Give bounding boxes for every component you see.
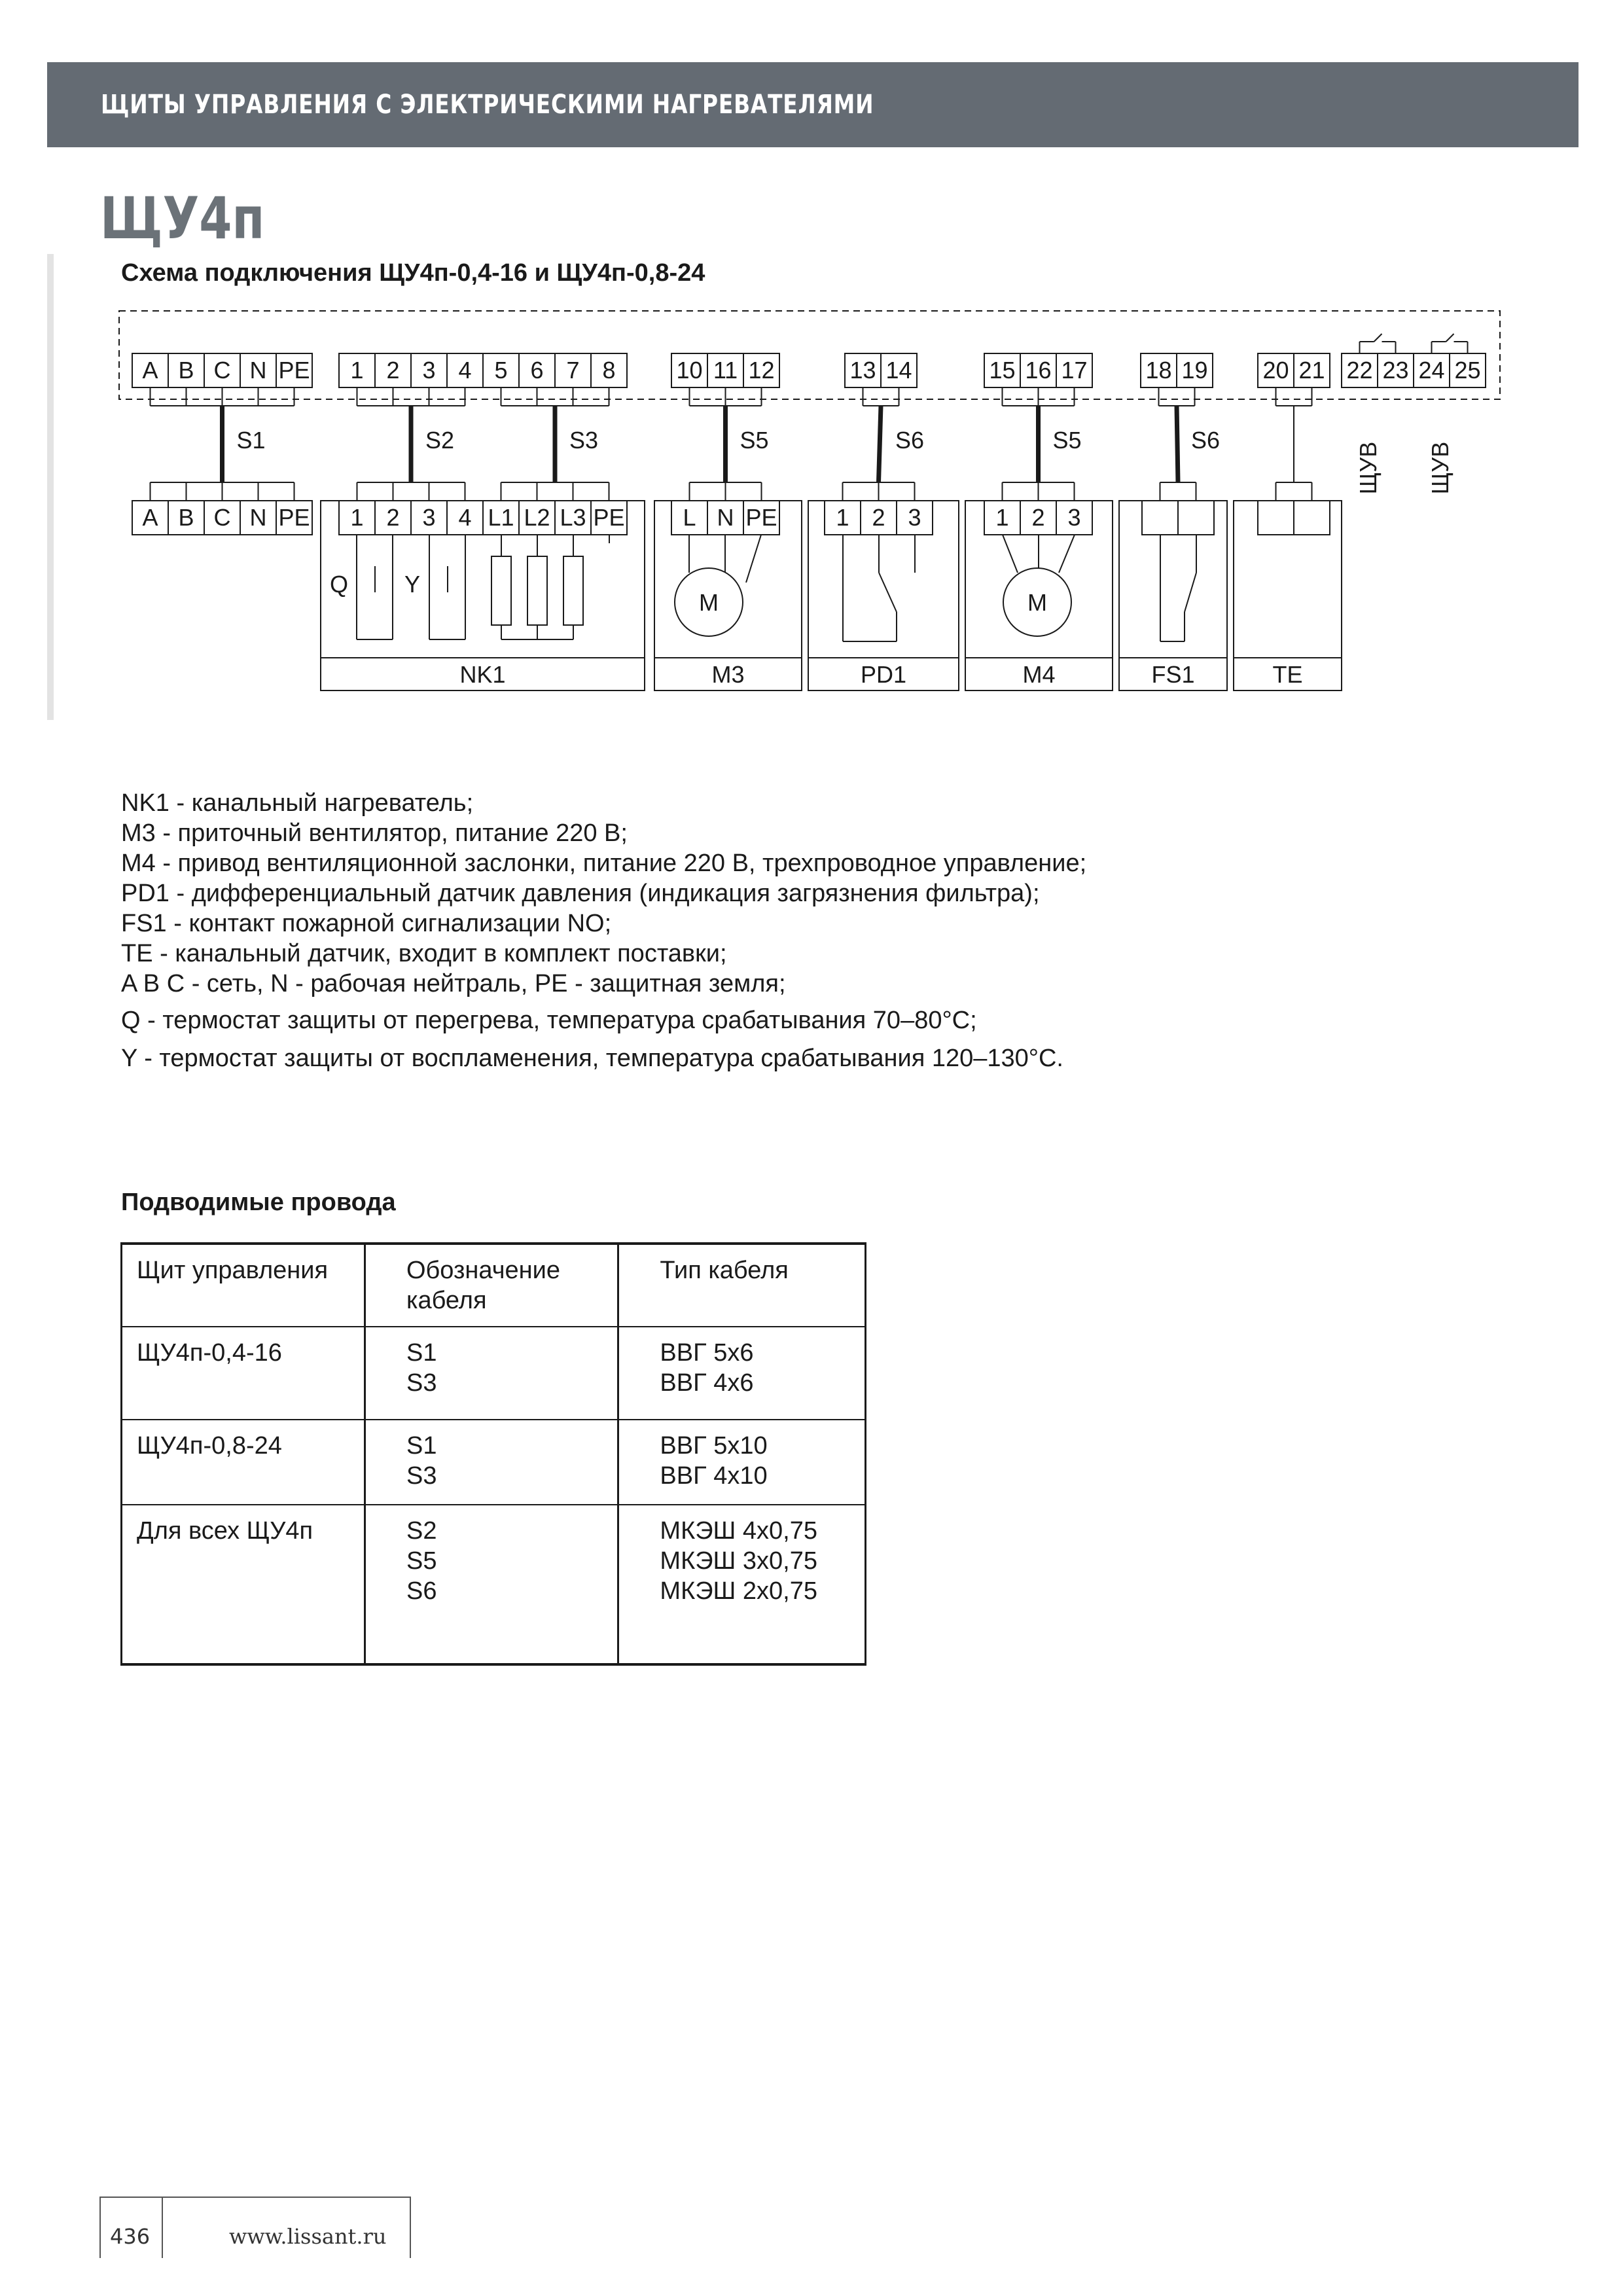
wires-title: Подводимые провода xyxy=(121,1189,396,1216)
terminal-label: 22 xyxy=(1346,357,1373,384)
legend-item: Y - термостат защиты от воспламенения, температура срабатывания 120–130°C. xyxy=(121,1045,1063,1072)
terminal-label: 1 xyxy=(836,504,849,531)
cable-code: S6 xyxy=(406,1577,437,1605)
legend xyxy=(121,788,1086,1073)
cable-type: МКЭШ 3х0,75 xyxy=(660,1547,818,1575)
device-name: TE xyxy=(1272,661,1303,688)
header-title: ЩИТЫ УПРАВЛЕНИЯ С ЭЛЕКТРИЧЕСКИМИ НАГРЕВАТЕЛЯМИ xyxy=(101,90,874,120)
cable-type: ВВГ 4х6 xyxy=(660,1369,754,1397)
terminal-label: N xyxy=(249,504,267,531)
control-panel-outline xyxy=(119,311,1500,399)
legend-item: Q - термостат защиты от перегрева, температура срабатывания 70–80°C; xyxy=(121,1007,977,1034)
type-cell xyxy=(618,1420,866,1505)
terminal-label: 1 xyxy=(995,504,1009,531)
page-number: 436 xyxy=(110,2224,151,2249)
terminal-label: L1 xyxy=(488,504,514,531)
cable-code: S2 xyxy=(406,1517,437,1545)
legend-item: M3 - приточный вентилятор, питание 220 В; xyxy=(121,819,628,847)
terminal-label: N xyxy=(717,504,734,531)
terminal-label: B xyxy=(178,357,194,384)
terminal-label: 2 xyxy=(386,504,400,531)
motor-wire xyxy=(1059,535,1075,573)
terminal-label: PE xyxy=(278,504,310,531)
terminal-label: 3 xyxy=(422,504,436,531)
terminal-label: 7 xyxy=(566,357,580,384)
terminal-label: PE xyxy=(593,504,625,531)
terminal-label: 13 xyxy=(849,357,876,384)
terminal-label: B xyxy=(178,504,194,531)
terminal-label: 20 xyxy=(1262,357,1289,384)
heating-element xyxy=(491,556,511,625)
header-banner xyxy=(47,62,1578,147)
terminal-label: 24 xyxy=(1418,357,1445,384)
motor-label: M xyxy=(1027,589,1047,616)
terminal-label: 4 xyxy=(458,357,472,384)
cable-type: ВВГ 4х10 xyxy=(660,1462,768,1490)
panel-cell: ЩУ4п-0,8-24 xyxy=(122,1420,365,1505)
thermostat-label: Y xyxy=(404,571,421,598)
model-title: ЩУ4п xyxy=(100,185,265,252)
type-cell xyxy=(618,1327,866,1420)
legend-item: A B C - сеть, N - рабочая нейтраль, PE - защитная земля; xyxy=(121,970,786,997)
terminal-label: A xyxy=(142,504,158,531)
cable-type: ВВГ 5х10 xyxy=(660,1432,768,1460)
side-rule xyxy=(47,254,54,720)
device-name: PD1 xyxy=(860,661,907,688)
cable-label: S3 xyxy=(569,427,599,454)
cable-code: S3 xyxy=(406,1462,437,1490)
cable-code: S3 xyxy=(406,1369,437,1397)
footer xyxy=(99,2197,411,2258)
cable-label: S5 xyxy=(740,427,769,454)
cable-cell xyxy=(365,1420,618,1505)
terminal-label: 12 xyxy=(748,357,775,384)
relay-line xyxy=(1374,334,1382,342)
terminal-label: 3 xyxy=(422,357,436,384)
terminal-label: 5 xyxy=(494,357,508,384)
device-name: FS1 xyxy=(1151,661,1195,688)
motor-label: M xyxy=(699,589,719,616)
terminal-cell xyxy=(1178,501,1214,535)
wiring-diagram xyxy=(105,304,1512,710)
terminal-label: A xyxy=(142,357,158,384)
legend-item: PD1 - дифференциальный датчик давления (индикация загрязнения фильтра); xyxy=(121,880,1040,907)
column-header: Щит управления xyxy=(122,1244,365,1327)
terminal-label: L2 xyxy=(524,504,550,531)
terminal-label: 1 xyxy=(350,504,364,531)
terminal-label: 18 xyxy=(1145,357,1172,384)
cable-bus xyxy=(879,406,882,482)
terminal-label: 1 xyxy=(350,357,364,384)
terminal-label: 21 xyxy=(1298,357,1325,384)
cable-code: S5 xyxy=(406,1547,437,1575)
fs1-switch xyxy=(1185,573,1196,612)
shuv-label: ЩУВ xyxy=(1355,441,1382,495)
terminal-label: C xyxy=(213,357,231,384)
terminal-label: 11 xyxy=(713,357,738,384)
panel-cell: ЩУ4п-0,4-16 xyxy=(122,1327,365,1420)
heating-element xyxy=(527,556,547,625)
cable-label: S5 xyxy=(1052,427,1082,454)
column-header: Тип кабеля xyxy=(618,1244,866,1327)
table-row xyxy=(122,1327,866,1420)
motor-wire xyxy=(1003,535,1018,573)
legend-item: M4 - привод вентиляционной заслонки, питание 220 В, трехпроводное управление; xyxy=(121,850,1087,877)
type-cell xyxy=(618,1505,866,1664)
terminal-label: L3 xyxy=(560,504,586,531)
terminal-label: 8 xyxy=(602,357,616,384)
terminal-cell xyxy=(1294,501,1330,535)
cable-label: S1 xyxy=(236,427,266,454)
legend-item: TE - канальный датчик, входит в комплект поставки; xyxy=(121,940,727,967)
column-header: Обозначение кабеля xyxy=(365,1244,618,1327)
cable-cell xyxy=(365,1327,618,1420)
terminal-label: 16 xyxy=(1025,357,1052,384)
pd1-switch xyxy=(879,573,897,612)
table-row xyxy=(122,1505,866,1664)
device-name: NK1 xyxy=(459,661,506,688)
cable-label: S6 xyxy=(1191,427,1221,454)
terminal-label: 14 xyxy=(885,357,912,384)
terminal-label: L xyxy=(683,504,696,531)
device-name: M3 xyxy=(711,661,745,688)
terminal-label: PE xyxy=(278,357,310,384)
terminal-label: 10 xyxy=(676,357,703,384)
motor-wire xyxy=(746,535,761,583)
terminal-label: 4 xyxy=(458,504,472,531)
table-row xyxy=(122,1420,866,1505)
cable-label: S2 xyxy=(425,427,455,454)
wires-table xyxy=(120,1242,866,1666)
panel-cell: Для всех ЩУ4п xyxy=(122,1505,365,1664)
terminal-label: 23 xyxy=(1382,357,1409,384)
terminal-label: 2 xyxy=(386,357,400,384)
terminal-label: 19 xyxy=(1181,357,1208,384)
terminal-label: 15 xyxy=(989,357,1016,384)
terminal-label: 3 xyxy=(1067,504,1081,531)
terminal-label: 2 xyxy=(872,504,885,531)
cable-label: S6 xyxy=(895,427,925,454)
website-link[interactable]: www.lissant.ru xyxy=(229,2224,387,2249)
device-name: M4 xyxy=(1022,661,1056,688)
terminal-label: 17 xyxy=(1061,357,1088,384)
cable-type: ВВГ 5х6 xyxy=(660,1339,754,1367)
relay-line xyxy=(1446,334,1454,342)
terminal-cell xyxy=(1142,501,1178,535)
heating-element xyxy=(563,556,583,625)
cable-code: S1 xyxy=(406,1339,437,1367)
scheme-title: Схема подключения ЩУ4п-0,4-16 и ЩУ4п-0,8-24 xyxy=(121,259,705,287)
terminal-label: 3 xyxy=(908,504,921,531)
legend-item: FS1 - контакт пожарной сигнализации NO; xyxy=(121,910,612,937)
terminal-cell xyxy=(1258,501,1294,535)
cable-code: S1 xyxy=(406,1432,437,1460)
cable-cell xyxy=(365,1505,618,1664)
thermostat-label: Q xyxy=(329,571,349,598)
terminal-label: 6 xyxy=(530,357,544,384)
table-header-row xyxy=(122,1244,866,1327)
cable-type: МКЭШ 2х0,75 xyxy=(660,1577,818,1605)
shuv-label: ЩУВ xyxy=(1427,441,1454,495)
footer-divider xyxy=(162,2198,163,2258)
legend-item: NK1 - канальный нагреватель; xyxy=(121,789,474,817)
cable-type: МКЭШ 4х0,75 xyxy=(660,1517,818,1545)
terminal-label: PE xyxy=(745,504,777,531)
cable-bus xyxy=(1177,406,1178,482)
terminal-label: C xyxy=(213,504,231,531)
terminal-label: N xyxy=(249,357,267,384)
terminal-label: 2 xyxy=(1031,504,1045,531)
terminal-label: 25 xyxy=(1454,357,1481,384)
